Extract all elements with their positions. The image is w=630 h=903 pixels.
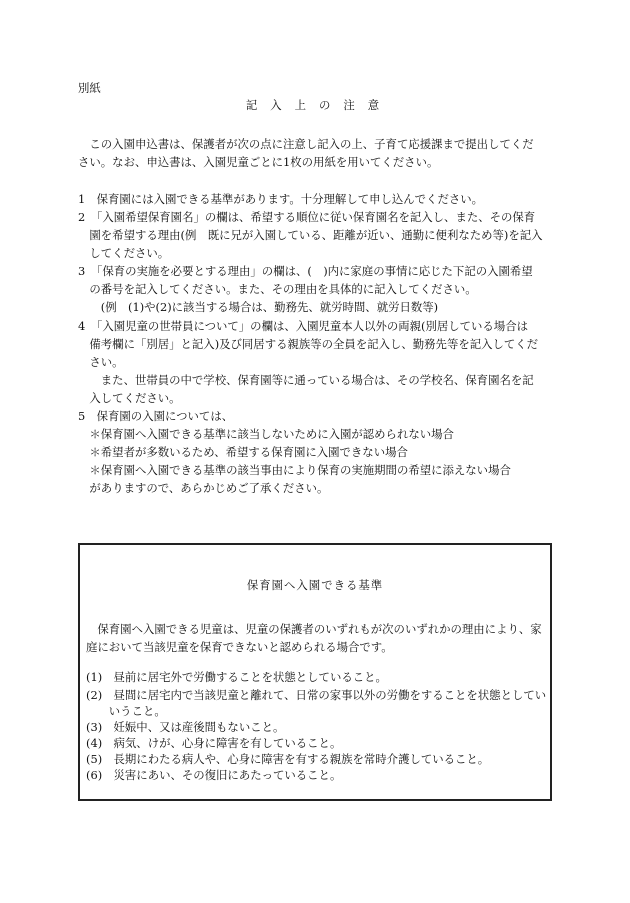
note-line: してください。 xyxy=(78,246,170,260)
note-line: 3 「保育の実施を必要とする理由」の欄は、( )内に家庭の事情に応じた下記の入園希望 xyxy=(78,264,533,278)
note-line: (例 (1)や(2)に該当する場合は、勤務先、就労時間、就労日数等) xyxy=(78,300,439,314)
note-line: がありますので、あらかじめご了承ください。 xyxy=(78,481,329,495)
box-title: 保育園へ入園できる基準 xyxy=(246,578,384,592)
criteria-item: (5) 長期にわたる病人や、心身に障害を有する親族を常時介護していること。 xyxy=(86,752,490,766)
note-line: 2 「入園希望保育園名」の欄は、希望する順位に従い保育園名を記入し、また、その保育 xyxy=(78,210,536,224)
note-line: 5 保育園の入園については、 xyxy=(78,409,234,423)
note-line: ＊保育園へ入園できる基準に該当しないために入園が認められない場合 xyxy=(78,427,454,441)
note-line: 園を希望する理由(例 既に兄が入園している、距離が近い、通勤に便利なため等)を記入 xyxy=(78,228,543,242)
admission-criteria-box xyxy=(78,543,552,801)
note-line: 入してください。 xyxy=(78,391,181,405)
note-line: 1 保育園には入園できる基準があります。十分理解して申し込んでください。 xyxy=(78,192,484,206)
box-intro-line: 庭において当該児童を保育できないと認められる場合です。 xyxy=(86,640,393,654)
box-intro-line: 保育園へ入園できる児童は、児童の保護者のいずれもが次のいずれかの理由により、家 xyxy=(86,622,542,636)
note-line: ＊保育園へ入園できる基準の該当事由により保育の実施期間の希望に添えない場合 xyxy=(78,463,511,477)
page-title: 記入上の注意 xyxy=(245,98,393,112)
note-line: 備考欄に「別居」と記入)及び同居する親族等の全員を記入し、勤務先等を記入してくだ xyxy=(78,337,539,351)
criteria-item: (4) 病気、けが、心身に障害を有していること。 xyxy=(86,736,342,750)
attachment-label: 別紙 xyxy=(78,81,101,95)
note-line: の番号を記入してください。また、その理由を具体的に記入してください。 xyxy=(78,282,477,296)
note-line: ＊希望者が多数いるため、希望する保育園に入園できない場合 xyxy=(78,445,408,459)
criteria-item: (3) 妊娠中、又は産後間もないこと。 xyxy=(86,720,285,734)
criteria-item: (1) 昼前に居宅外で労働することを状態としていること。 xyxy=(86,670,387,684)
criteria-item: (2) 昼間に居宅内で当該児童と離れて、日常の家事以外の労働をすることを状態としてい xyxy=(86,688,547,702)
note-line: また、世帯員の中で学校、保育園等に通っている場合は、その学校名、保育園名を記 xyxy=(78,373,534,387)
criteria-item: (6) 災害にあい、その復旧にあたっていること。 xyxy=(86,768,342,782)
intro-line: この入園申込書は、保護者が次の点に注意し記入の上、子育て応援課まで提出してくだ xyxy=(78,137,534,151)
note-line: 4 「入園児童の世帯員について」の欄は、入園児童本人以外の両親(別居している場合は xyxy=(78,319,528,333)
intro-line: さい。なお、申込書は、入園児童ごとに1枚の用紙を用いてください。 xyxy=(78,155,439,169)
criteria-item: いうこと。 xyxy=(86,704,166,718)
note-line: さい。 xyxy=(78,355,124,369)
